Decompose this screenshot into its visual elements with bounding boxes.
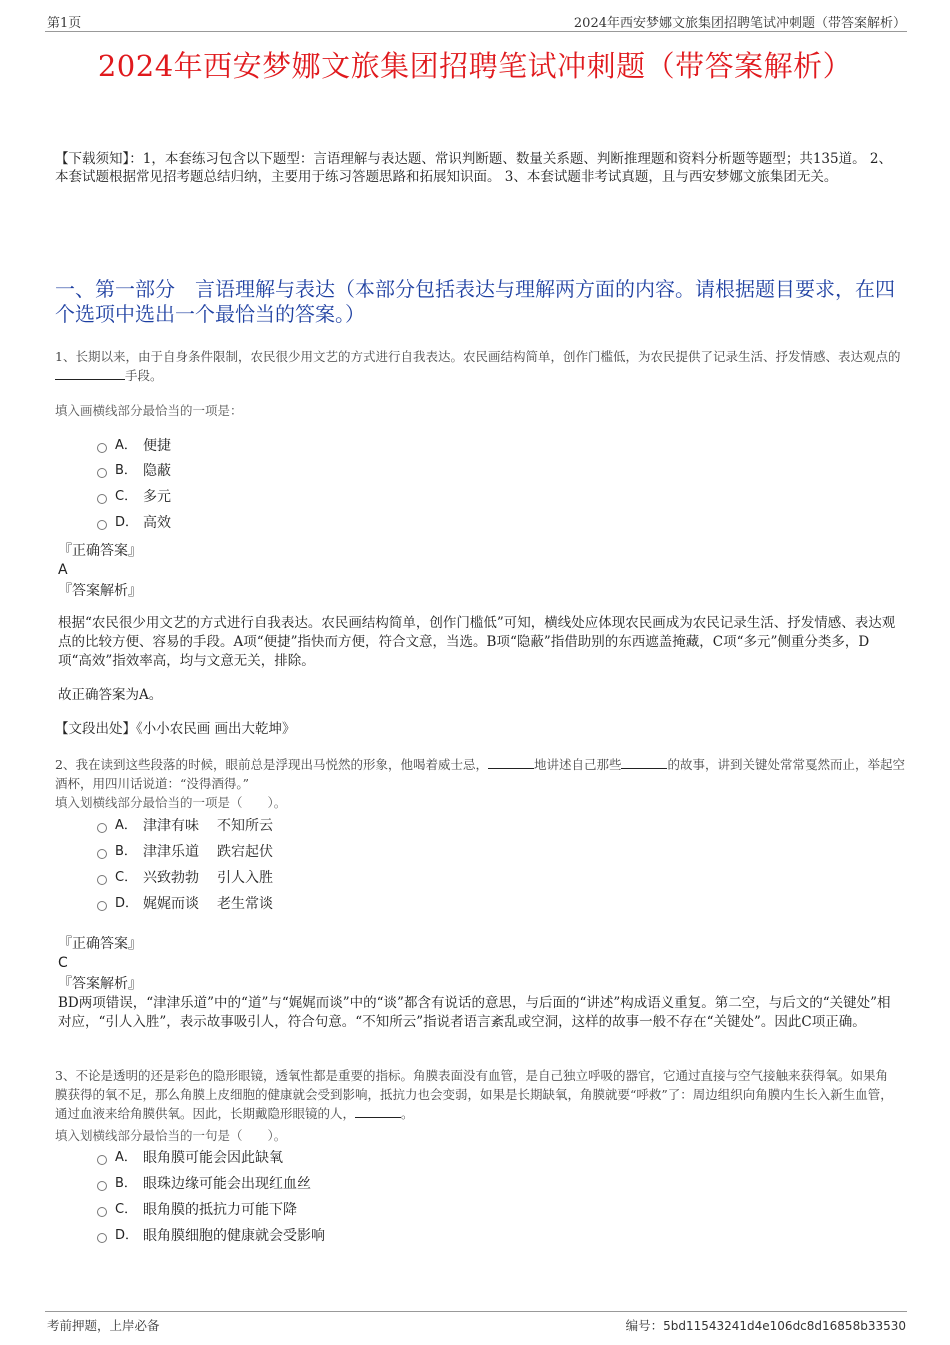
q2-option-c[interactable]: C． 兴致勃勃 引人入胜 <box>97 869 273 887</box>
q2-option-b[interactable]: B． 津津乐道 跌宕起伏 <box>97 843 273 861</box>
q1-option-a[interactable]: A． 便捷 <box>97 437 171 455</box>
radio-icon[interactable] <box>97 1155 107 1165</box>
footer-code: 编号：5bd11543241d4e106dc8d16858b33530 <box>625 1318 906 1333</box>
q1-answer-label: 『正确答案』 <box>58 543 142 559</box>
q1-option-b[interactable]: B． 隐蔽 <box>97 462 171 480</box>
radio-icon[interactable] <box>97 1181 107 1191</box>
q1-option-c[interactable]: C． 多元 <box>97 488 171 506</box>
radio-icon[interactable] <box>97 468 107 478</box>
q1-analysis: 根据“农民很少用文艺的方式进行自我表达。农民画结构简单，创作门槛低”可知，横线处应体现农民画成为农民记录生活、抒发情感、表达观点的比较方便、容易的手段。A项“便捷”指快而方便，符合文意，当选。B项“隐蔽”指借助别的东西遮盖掩藏，C项“多元”侧重分类多，D项“高效”指效率高，均与文意无关，排除。 <box>58 615 896 669</box>
q3-option-b[interactable]: B． 眼珠边缘可能会出现红血丝 <box>97 1175 311 1193</box>
q1-analysis-label: 『答案解析』 <box>58 583 142 599</box>
question-2-text: 2、我在读到这些段落的时候，眼前总是浮现出马悦然的形象，他喝着威士忌， 地讲述自己那些 的故事，讲到关键处常常戛然而止，举起空酒杯，用四川话说道：“没得酒得。” <box>55 757 906 791</box>
q2-answer: C <box>58 955 68 971</box>
q3-option-c[interactable]: C． 眼角膜的抵抗力可能下降 <box>97 1201 297 1219</box>
footer-slogan: 考前押题，上岸必备 <box>47 1318 160 1333</box>
answer-blank <box>355 1117 401 1118</box>
q2-analysis-label: 『答案解析』 <box>58 976 142 992</box>
footer-divider <box>45 1311 907 1312</box>
q2-analysis: BD两项错误，“津津乐道”中的“道”与“娓娓而谈”中的“谈”都含有说话的意思，与后面的“讲述”构成语义重复。第二空，与后文的“关键处”相对应，“引人入胜”，表示故事吸引人，符合句意。“不知所云”指说者语言紊乱或空洞，这样的故事一般不存在“关键处”。因此C项正确。 <box>58 995 891 1030</box>
page-title: 2024年西安梦娜文旅集团招聘笔试冲刺题（带答案解析） <box>97 49 853 83</box>
q1-conclusion: 故正确答案为A。 <box>58 687 163 703</box>
section-heading: 一、第一部分 言语理解与表达（本部分包括表达与理解两方面的内容。请根据题目要求，在四个选项中选出一个最恰当的答案。） <box>55 277 895 326</box>
answer-blank <box>621 768 667 769</box>
q2-option-a[interactable]: A． 津津有味 不知所云 <box>97 817 273 835</box>
q3-option-d[interactable]: D． 眼角膜细胞的健康就会受影响 <box>97 1227 325 1245</box>
q1-answer: A <box>58 562 68 578</box>
q3-option-a[interactable]: A． 眼角膜可能会因此缺氧 <box>97 1149 283 1167</box>
radio-icon[interactable] <box>97 494 107 504</box>
question-2-prompt: 填入划横线部分最恰当的一项是（ ）。 <box>55 795 287 810</box>
page-number: 第1页 <box>47 16 82 31</box>
question-1-text: 1、长期以来，由于自身条件限制，农民很少用文艺的方式进行自我表达。农民画结构简单，创作门槛低，为农民提供了记录生活、抒发情感、表达观点的手段。 <box>55 349 901 383</box>
question-1-prompt: 填入画横线部分最恰当的一项是： <box>55 403 243 418</box>
radio-icon[interactable] <box>97 1207 107 1217</box>
radio-icon[interactable] <box>97 443 107 453</box>
header-doc-title: 2024年西安梦娜文旅集团招聘笔试冲刺题（带答案解析） <box>573 16 906 31</box>
q1-source: 【文段出处】《小小农民画 画出大乾坤》 <box>55 721 296 737</box>
radio-icon[interactable] <box>97 520 107 530</box>
answer-blank <box>488 768 534 769</box>
q1-option-d[interactable]: D． 高效 <box>97 514 171 532</box>
q2-option-d[interactable]: D． 娓娓而谈 老生常谈 <box>97 895 273 913</box>
answer-blank <box>55 379 125 380</box>
radio-icon[interactable] <box>97 823 107 833</box>
q2-answer-label: 『正确答案』 <box>58 936 142 952</box>
radio-icon[interactable] <box>97 875 107 885</box>
radio-icon[interactable] <box>97 901 107 911</box>
question-3-text: 3、不论是透明的还是彩色的隐形眼镜，透氧性都是重要的指标。角膜表面没有血管，是自己独立呼吸的器官，它通过直接与空气接触来获得氧。如果角膜获得的氧不足，那么角膜上皮细胞的健康就会受到影响，抵抗力也会变弱，如果是长期缺氧，角膜就要“呼救”了：周边组织向角膜内生长入新生血管，通过血液来给角膜供氧。因此，长期戴隐形眼镜的人， 。 <box>55 1068 893 1121</box>
download-notice: 【下载须知】：1，本套练习包含以下题型：言语理解与表达题、常识判断题、数量关系题、判断推理题和资料分析题等题型；共135道。 2、本套试题根据常见招考题总结归纳，主要用于练习答题思路和拓展知识面。 3、本套试题非考试真题，且与西安梦娜文旅集团无关。 <box>55 151 892 185</box>
radio-icon[interactable] <box>97 849 107 859</box>
question-3-prompt: 填入划横线部分最恰当的一句是（ ）。 <box>55 1128 287 1143</box>
radio-icon[interactable] <box>97 1233 107 1243</box>
header-divider <box>45 31 907 32</box>
